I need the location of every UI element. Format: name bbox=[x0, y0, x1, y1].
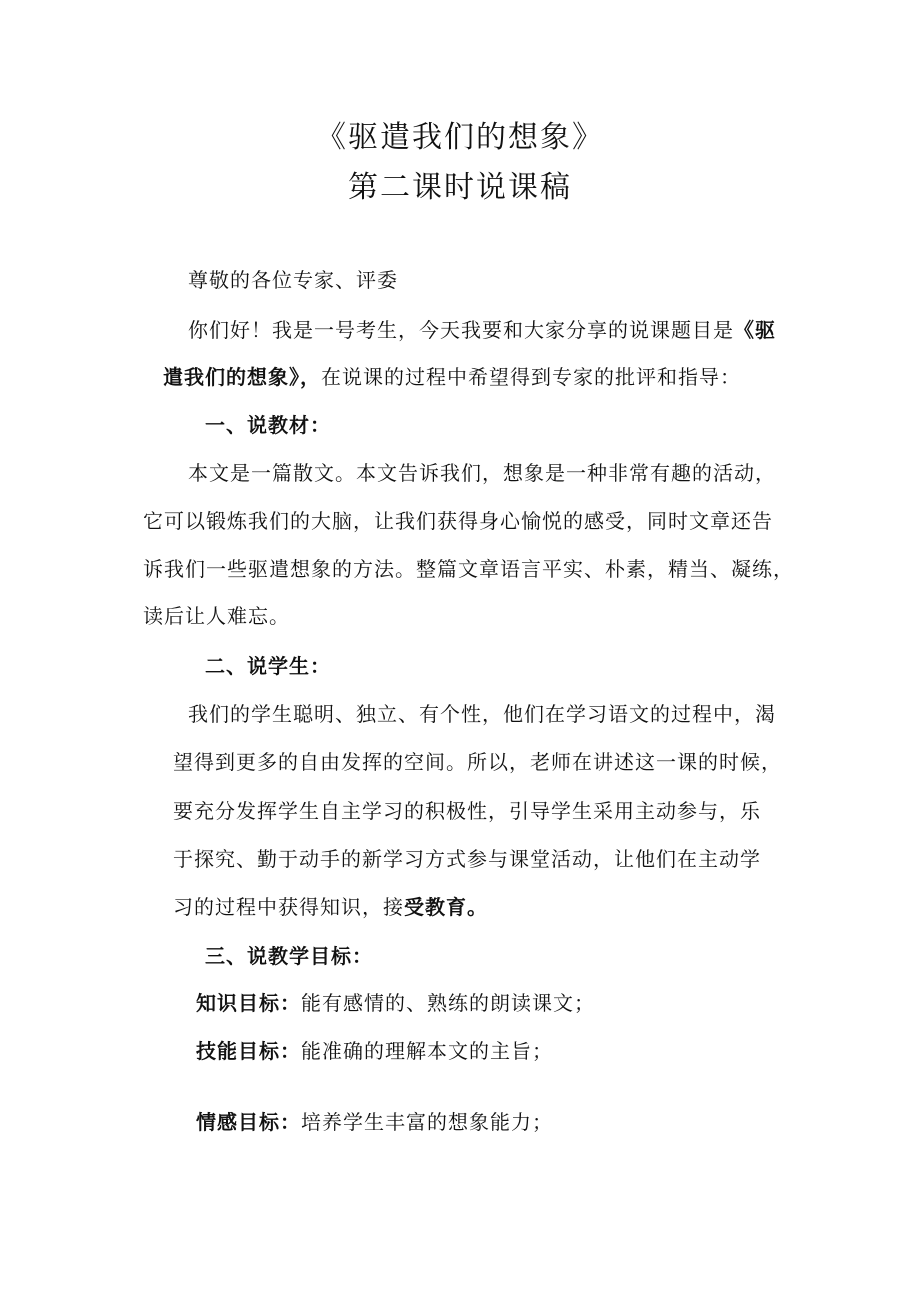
doc-title-line1: 《驱遣我们的想象》 bbox=[316, 120, 604, 155]
goal-text: 培养学生丰富的想象能力； bbox=[301, 1110, 553, 1134]
goal-text: 能准确的理解本文的主旨； bbox=[301, 1039, 553, 1063]
section-heading-materials: 一、说教材： bbox=[205, 413, 331, 437]
goal-text: 能有感情的、熟练的朗读课文； bbox=[301, 991, 595, 1015]
intro-line-2 bbox=[163, 361, 741, 390]
goal-emotion bbox=[196, 1106, 553, 1135]
students-line: 于探究、勤于动手的新学习方式参与课堂活动，让他们在主动学 bbox=[173, 847, 761, 871]
doc-title-line2: 第二课时说课稿 bbox=[348, 170, 572, 205]
students-line: 我们的学生聪明、独立、有个性，他们在学习语文的过程中，渴 bbox=[188, 702, 776, 726]
intro-text-2: 在说课的过程中希望得到专家的批评和指导： bbox=[321, 365, 741, 389]
goal-skill bbox=[196, 1035, 553, 1064]
intro-bold-1: 《驱 bbox=[734, 318, 776, 342]
students-line-last bbox=[173, 891, 488, 920]
materials-line: 本文是一篇散文。本文告诉我们，想象是一种非常有趣的活动， bbox=[188, 461, 776, 485]
greeting: 尊敬的各位专家、评委 bbox=[188, 268, 398, 292]
intro-text-1: 你们好！我是一号考生，今天我要和大家分享的说课题目是 bbox=[188, 318, 734, 342]
intro-line-1 bbox=[188, 314, 776, 343]
materials-line: 它可以锻炼我们的大脑，让我们获得身心愉悦的感受，同时文章还告 bbox=[143, 509, 773, 533]
goal-knowledge bbox=[196, 987, 595, 1016]
materials-line: 读后让人难忘。 bbox=[143, 604, 290, 628]
students-line: 要充分发挥学生自主学习的积极性，引导学生采用主动参与，乐 bbox=[173, 799, 761, 823]
students-last-bold: 受教育。 bbox=[404, 895, 488, 919]
section-heading-students: 二、说学生： bbox=[205, 654, 331, 678]
intro-bold-2: 遣我们的想象》， bbox=[163, 365, 321, 389]
students-line: 望得到更多的自由发挥的空间。所以，老师在讲述这一课的时候， bbox=[173, 750, 782, 774]
goal-label: 知识目标： bbox=[196, 991, 301, 1015]
students-last-text: 习的过程中获得知识，接 bbox=[173, 895, 404, 919]
section-heading-goals: 三、说教学目标： bbox=[205, 944, 373, 968]
goal-label: 情感目标： bbox=[196, 1110, 301, 1134]
goal-label: 技能目标： bbox=[196, 1039, 301, 1063]
materials-line: 诉我们一些驱遣想象的方法。整篇文章语言平实、朴素，精当、凝练， bbox=[143, 557, 794, 581]
